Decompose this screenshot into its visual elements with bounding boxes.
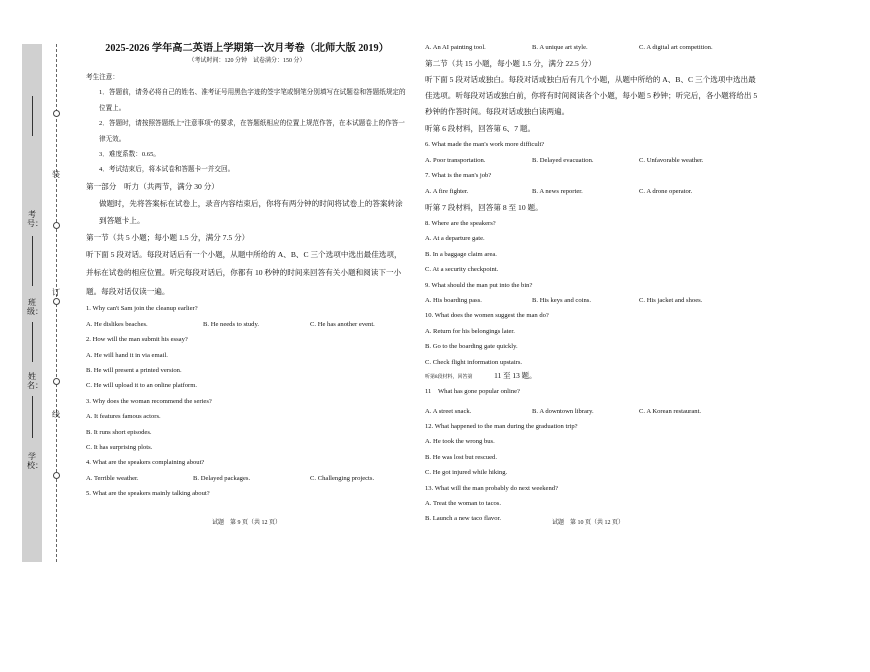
field-line <box>32 96 33 136</box>
binding-hole-icon <box>53 298 60 305</box>
question-9-options <box>425 293 760 308</box>
binding-hole-icon <box>53 222 60 229</box>
binding-mark-xian: 线 <box>52 410 60 419</box>
note-item: 1．答题前，请务必将自己的姓名、准考证号用黑色字迹的签字笔或钢笔分别填写在试题卷和答题纸规定的位置上。 <box>99 89 406 112</box>
option: B. He was lost but rescued. <box>425 453 497 461</box>
option: B. A downtown library. <box>532 407 594 415</box>
right-column <box>425 40 760 527</box>
question-2: 2. How will the man submit his essay? <box>86 336 188 344</box>
option: A. An AI painting tool. <box>425 44 486 51</box>
section1-instruction: 听下面 5 段对话。每段对话后有一个小题，从题中所给的 A、B、C 三个选项中选出最佳选项，并标在试卷的相应位置。听完每段对话后，你都有 10 秒钟的时间来回答有关小题和阅读下一小题。每段对话仅读一遍。 <box>86 249 402 296</box>
option: A. His boarding pass. <box>425 297 482 305</box>
notes-heading: 考生注意： <box>86 74 119 81</box>
exam-info: （考试时间：120 分钟 试卷满分：150 分） <box>188 58 306 64</box>
option: B. A unique art style. <box>532 44 588 51</box>
option: B. A news reporter. <box>532 187 583 195</box>
option: C. Challenging projects. <box>310 474 375 482</box>
option: C. Unfavorable weather. <box>639 156 704 164</box>
question-6: 6. What made the man's work more difficult? <box>425 141 545 149</box>
question-3: 3. Why does the woman recommend the series? <box>86 397 212 405</box>
group-7-heading: 听第 7 段材料，回答第 8 至 10 题。 <box>425 203 543 213</box>
question-4-options <box>86 471 408 486</box>
page-footer-left: 试题 第 9 页（共 12 页） <box>212 520 282 526</box>
question-11-options <box>425 404 760 419</box>
option: C. He will upload it to an online platform. <box>86 382 197 390</box>
option: B. It runs short episodes. <box>86 428 152 436</box>
option: C. He got injured while hiking. <box>425 469 508 477</box>
page-footer-right: 试题 第 10 页（共 12 页） <box>552 520 625 526</box>
option: A. It features famous actors. <box>86 413 161 421</box>
option: C. A Korean restaurant. <box>639 407 702 415</box>
field-label-xingming: 姓名： <box>27 372 43 390</box>
option: A. Return for his belongings later. <box>425 327 515 335</box>
option: B. Launch a new taco flavor. <box>425 515 501 523</box>
question-7-options <box>425 184 760 199</box>
binding-hole-icon <box>53 378 60 385</box>
option: C. It has surprising plots. <box>86 444 153 451</box>
field-line <box>32 396 33 438</box>
question-5: 5. What are the speakers mainly talking about? <box>86 490 210 498</box>
question-13: 13. What will the man probably do next weekend? <box>425 484 558 492</box>
option: B. Delayed packages. <box>193 474 251 482</box>
option: C. Check flight information upstairs. <box>425 358 523 366</box>
question-11: 11 What has gone popular online? <box>425 388 520 396</box>
section1-heading: 第一节（共 5 小题；每小题 1.5 分，满分 7.5 分） <box>86 232 250 242</box>
question-8: 8. Where are the speakers? <box>425 220 496 228</box>
binding-hole-icon <box>53 110 60 117</box>
option: A. At a departure gate. <box>425 235 485 243</box>
option: B. He will present a printed version. <box>86 366 182 374</box>
binding-hole-icon <box>53 472 60 479</box>
field-label-xuexiao: 学校： <box>27 452 43 470</box>
option: B. In a baggage claim area. <box>425 250 497 258</box>
question-1: 1. Why can't Sam join the cleanup earlier? <box>86 305 198 313</box>
question-6-options <box>425 153 760 168</box>
option: B. Delayed evacuation. <box>532 156 594 164</box>
group-8-heading <box>425 370 760 384</box>
option: A. He took the wrong bus. <box>425 438 495 446</box>
part1-instruction: 做题时，先将答案标在试卷上，录音内容结束后，你将有两分钟的时间将试卷上的答案转涂到答题卡上。 <box>99 198 403 225</box>
option: A. Poor transportation. <box>425 156 486 164</box>
option: C. A digital art competition. <box>639 44 713 51</box>
question-9: 9. What should the man put into the bin? <box>425 281 533 289</box>
group-8-suffix: 11 至 13 题。 <box>494 371 537 381</box>
option: A. A fire fighter. <box>425 187 469 195</box>
question-12: 12. What happened to the man during the graduation trip? <box>425 422 578 430</box>
exam-title: 2025-2026 学年高二英语上学期第一次月考卷（北师大版 2019） <box>105 43 389 54</box>
option: A. A street snack. <box>425 407 472 415</box>
option: C. He has another event. <box>310 320 375 328</box>
group-6-heading: 听第 6 段材料，回答第 6、7 题。 <box>425 124 536 134</box>
option: B. Go to the boarding gate quickly. <box>425 343 518 351</box>
option: A. He will hand it in via email. <box>86 351 168 359</box>
option: C. At a security checkpoint. <box>425 266 499 274</box>
option: B. His keys and coins. <box>532 297 591 305</box>
option: A. Treat the woman to tacos. <box>425 499 502 507</box>
binding-mark-ding: 订 <box>52 288 60 297</box>
note-item: 3．难度系数：0.65。 <box>99 151 160 159</box>
option: C. A drone operator. <box>639 187 693 195</box>
binding-mark-zhuang: 装 <box>52 170 60 179</box>
note-item: 2．答题时，请按照答题纸上“注意事项”的要求，在答题纸相应的位置上规范作答，在本试题卷上的作答一律无效。 <box>99 120 405 143</box>
field-line <box>32 322 33 362</box>
part1-heading: 第一部分 听力（共两节，满分 30 分） <box>86 181 219 191</box>
left-column <box>86 40 408 502</box>
field-line <box>32 236 33 286</box>
question-1-options <box>86 317 408 332</box>
section2-instruction: 听下面 5 段对话或独白。每段对话或独白后有几个小题，从题中所给的 A、B、C 三个选项中选出最佳选项。听每段对话或独白前，你将有时间阅读各个小题，每小题 5 秒钟；听完后，各小题将给出 5 秒钟的作答时间。每段对话或独白读两遍。 <box>425 75 758 117</box>
question-10: 10. What does the women suggest the man do? <box>425 312 549 320</box>
option: A. Terrible weather. <box>86 474 139 482</box>
question-5-options <box>425 40 760 55</box>
field-label-banji: 班级： <box>27 298 43 316</box>
note-item: 4．考试结束后，将本试卷和答题卡一并交回。 <box>99 166 235 174</box>
field-label-kaohao: 考号： <box>27 210 43 228</box>
section2-heading: 第二节（共 15 小题，每小题 1.5 分，满分 22.5 分） <box>425 59 596 69</box>
group-8-prefix: 听第8段材料，回答第 <box>425 375 473 381</box>
option: B. He needs to study. <box>203 320 259 328</box>
option: A. He dislikes beaches. <box>86 320 148 328</box>
option: C. His jacket and shoes. <box>639 297 703 305</box>
question-4: 4. What are the speakers complaining about? <box>86 459 205 467</box>
question-7: 7. What is the man's job? <box>425 172 492 180</box>
